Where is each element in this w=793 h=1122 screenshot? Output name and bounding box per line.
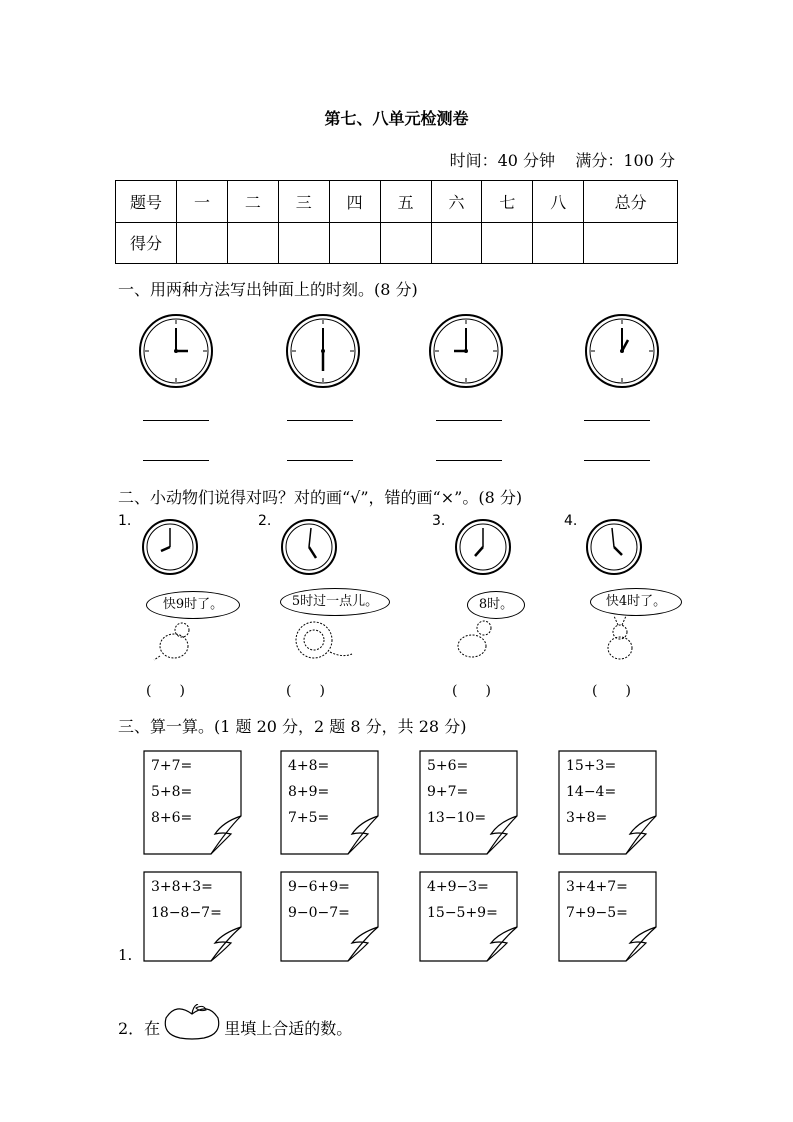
problem-card: [419, 750, 518, 846]
item-number: 3.: [432, 513, 446, 529]
clock-icon: [584, 313, 660, 389]
answer-blank[interactable]: [287, 460, 353, 461]
answer-blank[interactable]: [436, 460, 502, 461]
equation: 7+7=: [151, 758, 193, 774]
equation: 7+9−5=: [566, 905, 628, 921]
score-cell[interactable]: [533, 222, 584, 264]
score-cell[interactable]: [380, 222, 431, 264]
cell-5: 五: [380, 181, 431, 223]
cell-label: 题号: [116, 181, 177, 223]
equation: 5+8=: [151, 784, 193, 800]
equation: 18−8−7=: [151, 905, 222, 921]
item-number: 4.: [564, 513, 578, 529]
clock-icon: [141, 518, 199, 576]
question2-prefix: 2．在: [118, 1019, 161, 1038]
speech-bubble: 5时过一点儿。: [280, 588, 390, 616]
clock-icon: [285, 313, 361, 389]
answer-paren[interactable]: ( ): [592, 683, 631, 699]
speech-bubble: 快4时了。: [590, 588, 682, 616]
answer-blank[interactable]: [287, 420, 353, 421]
section2-heading: 二、小动物们说得对吗？对的画“√”，错的画“×”。(8 分): [118, 488, 523, 507]
clock-icon: [428, 313, 504, 389]
lion-icon: [292, 618, 354, 664]
answer-blank[interactable]: [584, 460, 650, 461]
equation: 9−0−7=: [288, 905, 350, 921]
equation: 9+7=: [427, 784, 469, 800]
score-cell[interactable]: [278, 222, 329, 264]
clock-icon: [454, 518, 512, 576]
score-cell[interactable]: [482, 222, 533, 264]
cell-total: 总分: [584, 181, 678, 223]
score-table: [115, 180, 678, 264]
score-table-score-row: [116, 222, 678, 264]
answer-paren[interactable]: ( ): [452, 683, 491, 699]
dog-icon: [150, 620, 196, 662]
problem-card: [143, 871, 242, 967]
question2: [118, 1004, 352, 1040]
item-number: 2.: [258, 513, 272, 529]
equation: 15−5+9=: [427, 905, 498, 921]
equation: 13−10=: [427, 810, 487, 826]
cell-3: 三: [278, 181, 329, 223]
exam-meta: [450, 148, 675, 171]
cell-1: 一: [177, 181, 228, 223]
equation: 15+3=: [566, 758, 617, 774]
equation: 9−6+9=: [288, 879, 350, 895]
cell-8: 八: [533, 181, 584, 223]
score-cell[interactable]: [227, 222, 278, 264]
problem-card: [143, 750, 242, 846]
section3-heading: 三、算一算。(1 题 20 分，2 题 8 分，共 28 分): [118, 717, 467, 736]
equation: 4+8=: [288, 758, 330, 774]
problem-card: [419, 871, 518, 967]
equation: 7+5=: [288, 810, 330, 826]
clock-icon: [138, 313, 214, 389]
answer-blank[interactable]: [436, 420, 502, 421]
equation: 3+4+7=: [566, 879, 628, 895]
rabbit-icon: [598, 616, 644, 662]
equation: 3+8=: [566, 810, 608, 826]
section1-heading: 一、用两种方法写出钟面上的时刻。(8 分): [118, 280, 418, 299]
equation: 5+6=: [427, 758, 469, 774]
score-cell[interactable]: [177, 222, 228, 264]
problem-card: [280, 871, 379, 967]
time-limit: 时间：40 分钟: [449, 151, 556, 170]
question-number: 1.: [118, 946, 133, 964]
full-score: 满分：100 分: [575, 151, 675, 170]
cell-6: 六: [431, 181, 482, 223]
problem-card: [558, 871, 657, 967]
score-cell[interactable]: [329, 222, 380, 264]
answer-paren[interactable]: ( ): [146, 683, 185, 699]
answer-blank[interactable]: [143, 420, 209, 421]
page-title: 第七、八单元检测卷: [324, 109, 469, 128]
answer-paren[interactable]: ( ): [286, 683, 325, 699]
question2-text: 里填上合适的数。: [224, 1019, 353, 1038]
score-cell[interactable]: [584, 222, 678, 264]
score-cell[interactable]: [431, 222, 482, 264]
clock-icon: [585, 518, 643, 576]
problem-card: [280, 750, 379, 846]
equation: 4+9−3=: [427, 879, 489, 895]
cell-2: 二: [227, 181, 278, 223]
score-table-header-row: [116, 181, 678, 223]
apple-icon: [160, 1004, 224, 1040]
equation: 8+9=: [288, 784, 330, 800]
speech-bubble: 快9时了。: [146, 591, 240, 619]
cell-score-label: 得分: [116, 222, 177, 264]
problem-card: [558, 750, 657, 846]
answer-blank[interactable]: [584, 420, 650, 421]
speech-bubble: 8时。: [467, 591, 525, 619]
clock-icon: [280, 518, 338, 576]
equation: 14−4=: [566, 784, 617, 800]
answer-blank[interactable]: [143, 460, 209, 461]
squirrel-icon: [452, 616, 498, 660]
cell-4: 四: [329, 181, 380, 223]
equation: 3+8+3=: [151, 879, 213, 895]
cell-7: 七: [482, 181, 533, 223]
equation: 8+6=: [151, 810, 193, 826]
item-number: 1.: [118, 513, 132, 529]
